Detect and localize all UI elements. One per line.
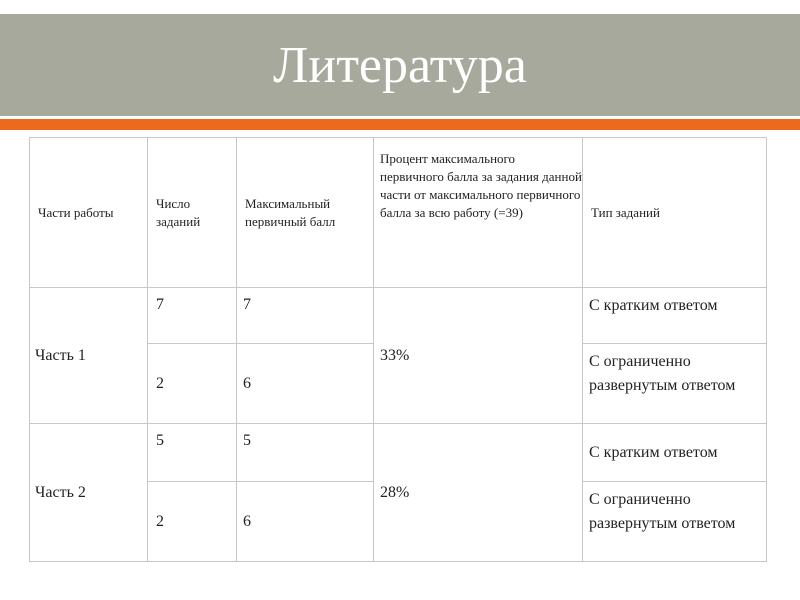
percent-value: 33% — [374, 288, 583, 424]
table-row — [30, 424, 767, 482]
header-parts: Части работы — [30, 138, 148, 288]
task-count: 7 — [148, 288, 237, 344]
task-type: С ограниченно развернутым ответом — [583, 344, 767, 424]
task-count: 5 — [148, 424, 237, 482]
max-score: 5 — [237, 424, 374, 482]
header-task-type: Тип заданий — [583, 138, 767, 288]
max-score: 6 — [237, 344, 374, 424]
header-task-count: Число заданий — [148, 138, 237, 288]
accent-bar — [0, 119, 800, 130]
max-score: 7 — [237, 288, 374, 344]
header-percent: Процент максимального первичного балла за задания данной части от максимального первичного балла за всю работу (=39) — [374, 138, 583, 288]
task-type: С кратким ответом — [583, 424, 767, 482]
percent-value: 28% — [374, 424, 583, 562]
exam-structure-table — [29, 137, 767, 562]
task-type: С кратким ответом — [583, 288, 767, 344]
part-name: Часть 2 — [30, 424, 148, 562]
task-count: 2 — [148, 344, 237, 424]
task-type: С ограниченно развернутым ответом — [583, 482, 767, 562]
table-header-row — [30, 138, 767, 288]
slide-title: Литература — [273, 37, 527, 94]
table-row — [30, 288, 767, 344]
max-score: 6 — [237, 482, 374, 562]
task-count: 2 — [148, 482, 237, 562]
part-name: Часть 1 — [30, 288, 148, 424]
header-max-score: Максимальный первичный балл — [237, 138, 374, 288]
